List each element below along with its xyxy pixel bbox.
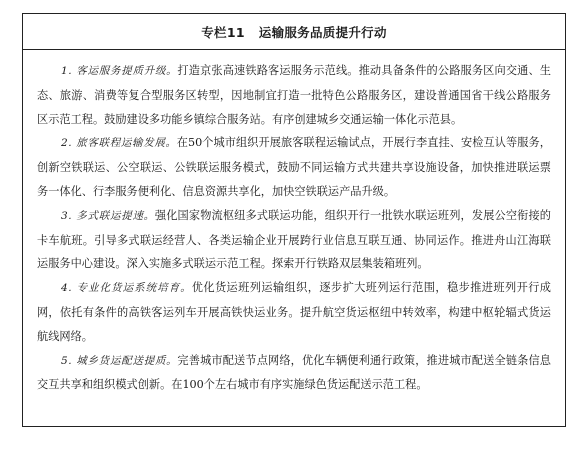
section-body-3: 强化国家物流枢纽多式联运功能，组织开行一批铁水联运班列，发展公空衔接的卡车航班。引导多式联运经营人、各类运输企业开展跨行业信息互联互通、协同运作。推进舟山江海联运服务中心建设。深入实施多式联运示范工程。探索开行铁路双层集装箱班列。 [37,208,551,271]
feature-box [22,13,566,427]
section-body-5: 完善城市配送节点网络，优化车辆便利通行政策，推进城市配送全链条信息交互共享和组织模式创新。在100个左右城市有序实施绿色货运配送示范工程。 [37,353,551,392]
section-paragraph-4 [37,276,551,348]
section-body-2: 在50个城市组织开展旅客联程运输试点，开展行李直挂、安检互认等服务，创新空铁联运、公空联运、公铁联运服务模式，鼓励不同运输方式共建共享设施设备，加快推进联运票务一体化、行李服务便利化、信息资源共享化，加快空铁联运产品升级。 [37,136,551,198]
section-body-4: 优化货运班列运输组织，逐步扩大班列运行范围，稳步推进班列开行成网，依托有条件的高铁客运列车开展高铁快运业务。提升航空货运枢纽中转效率，构建中枢轮辐式货运航线网络。 [37,281,551,343]
section-lead-5: 5. 城乡货运配送提质。 [61,354,178,367]
section-lead-4: 4. 专业化货运系统培育。 [61,282,192,295]
box-title: 专栏11 运输服务品质提升行动 [201,24,387,40]
section-paragraph-1 [37,59,551,131]
section-lead-3: 3. 多式联运提速。 [61,209,155,222]
title-row [23,14,565,50]
section-lead-1: 1. 客运服务提质升级。 [61,65,178,77]
section-paragraph-3 [37,204,551,276]
section-body-1: 打造京张高速铁路客运服务示范线。推动具备条件的公路服务区向交通、生态、旅游、消费等复合型服务区转型，因地制宜打造一批特色公路服务区，建设普通国省干线公路服务区示范工程。鼓励建设多功能乡镇综合服务站。有序创建城乡交通运输一体化示范县。 [37,64,551,126]
section-lead-2: 2. 旅客联程运输发展。 [61,137,177,150]
section-paragraph-5 [37,349,551,398]
box-content [23,50,565,397]
section-paragraph-2 [37,131,551,203]
